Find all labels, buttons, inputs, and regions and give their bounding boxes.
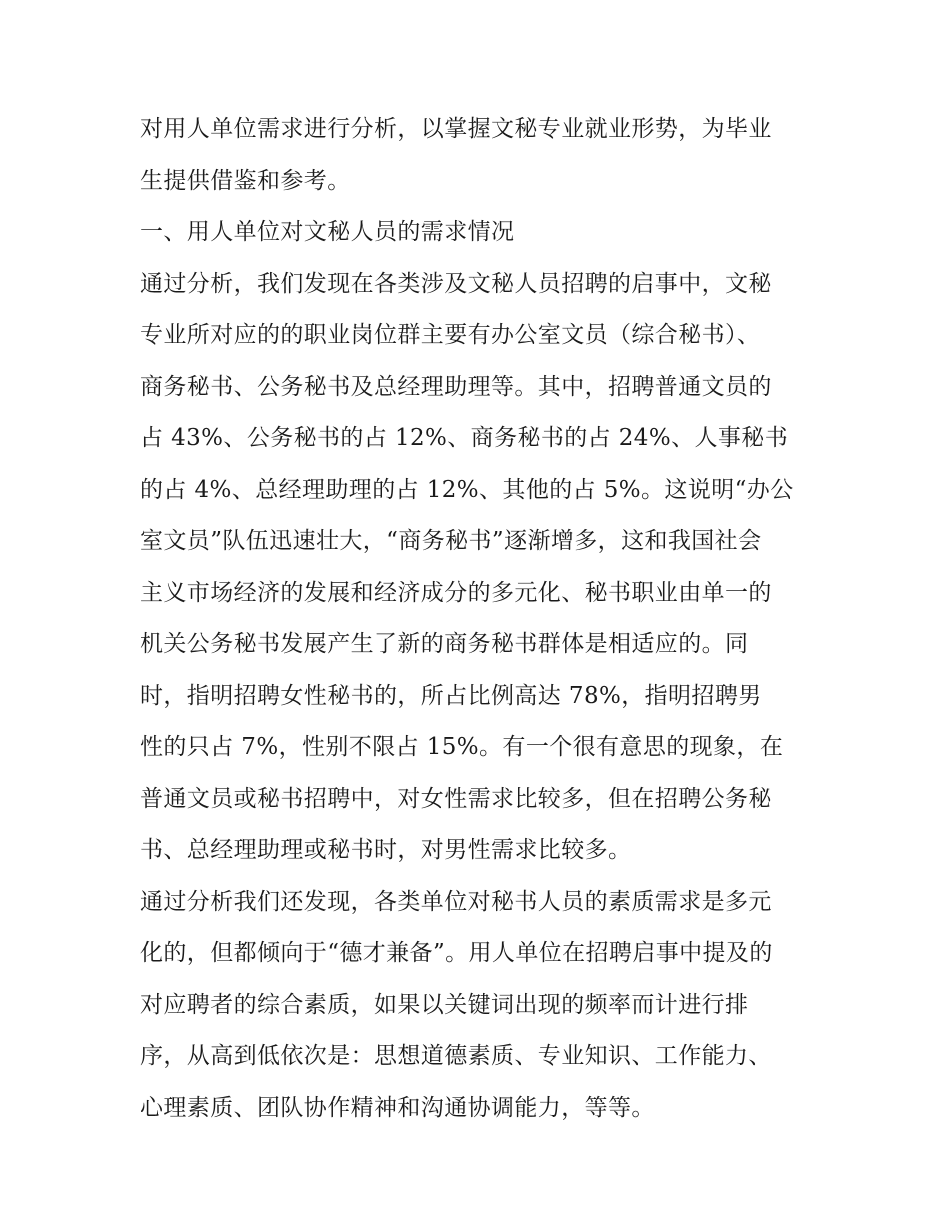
text-line: 通过分析，我们发现在各类涉及文秘人员招聘的启事中，文秘 bbox=[140, 270, 772, 297]
text-line: 占 43%、公务秘书的占 12%、商务秘书的占 24%、人事秘书 bbox=[140, 425, 789, 451]
text-line: 性的只占 7%，性别不限占 15%。有一个很有意思的现象，在 bbox=[140, 734, 784, 760]
text-line: 普通文员或秘书招聘中，对女性需求比较多，但在招聘公务秘 bbox=[140, 785, 772, 812]
text-line: 生提供借鉴和参考。 bbox=[140, 167, 351, 194]
text-line: 室文员”队伍迅速壮大，“商务秘书”逐渐增多，这和我国社会 bbox=[140, 528, 762, 554]
text-line: 机关公务秘书发展产生了新的商务秘书群体是相适应的。同 bbox=[140, 631, 749, 657]
text-line: 化的，但都倾向于“德才兼备”。用人单位在招聘启事中提及的 bbox=[140, 940, 773, 966]
text-line: 对应聘者的综合素质，如果以关键词出现的频率而计进行排 bbox=[140, 991, 749, 1018]
section-heading: 一、用人单位对文秘人员的需求情况 bbox=[140, 219, 515, 245]
text-line: 主义市场经济的发展和经济成分的多元化、秘书职业由单一的 bbox=[140, 579, 772, 606]
text-line: 商务秘书、公务秘书及总经理助理等。其中，招聘普通文员的 bbox=[140, 373, 772, 400]
text-line: 序，从高到低依次是：思想道德素质、专业知识、工作能力、 bbox=[140, 1043, 772, 1069]
text-line: 对用人单位需求进行分析，以掌握文秘专业就业形势，为毕业 bbox=[140, 116, 772, 142]
document-body bbox=[140, 104, 820, 1134]
text-line: 通过分析我们还发现，各类单位对秘书人员的素质需求是多元 bbox=[140, 888, 772, 915]
text-line: 书、总经理助理或秘书时，对男性需求比较多。 bbox=[140, 837, 632, 863]
text-line: 的占 4%、总经理助理的占 12%、其他的占 5%。这说明“办公 bbox=[140, 476, 794, 503]
text-line: 专业所对应的的职业岗位群主要有办公室文员（综合秘书）、 bbox=[140, 322, 761, 348]
text-line: 心理素质、团队协作精神和沟通协调能力，等等。 bbox=[140, 1094, 655, 1121]
text-line: 时，指明招聘女性秘书的，所占比例高达 78%，指明招聘男 bbox=[140, 682, 762, 709]
